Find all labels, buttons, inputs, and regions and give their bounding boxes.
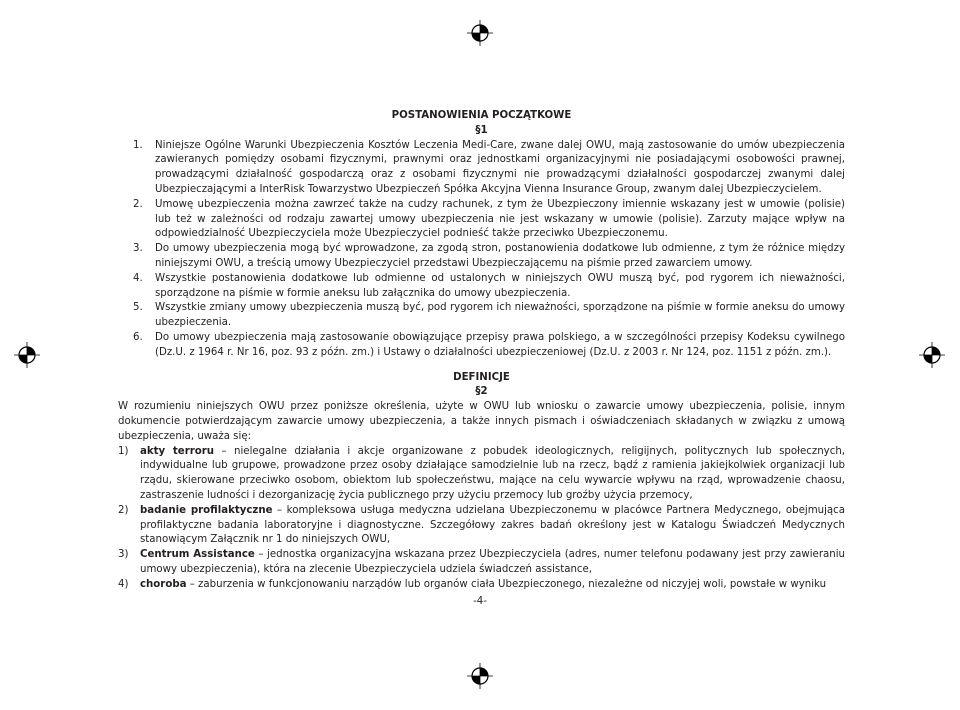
page-number: -4- (473, 596, 487, 607)
definition-term: badanie profilaktyczne (140, 504, 273, 516)
registration-mark-left-icon (14, 342, 40, 368)
definitions-list (118, 445, 845, 593)
registration-mark-bottom-icon (467, 663, 493, 689)
document-body (118, 109, 845, 593)
definition-term: Centrum Assistance (140, 549, 255, 561)
section-2-paragraph-number: §2 (475, 386, 488, 398)
list-item: 4. Wszystkie postanowienia dodatkowe lub odmienne od ustalonych w niniejszych OWU muszą być, pod rygorem ich nieważności, sporządzone na piśmie w formie aneksu lub załącznika do umowy ubezpieczenia. (133, 272, 845, 299)
registration-mark-top-icon (467, 20, 493, 46)
definition-item: 2) badanie profilaktyczne – kompleksowa usługa medyczna udzielana Ubezpieczonemu w placówce Partnera Medycznego, obejmująca profilaktyczne badania laboratoryjne i diagnostyczne. Szczegółowy zakres badań określony jest w Katalogu Świadczeń Medycznych stanowiącym Załącznik nr 1 do niniejszych OWU, (118, 504, 845, 546)
registration-mark-right-icon (919, 342, 945, 368)
list-item: 2. Umowę ubezpieczenia można zawrzeć także na cudzy rachunek, z tym że Ubezpieczony imiennie wskazany jest w umowie (polisie) lub też w zależności od rodzaju zawartej umowy ubezpieczenia nie jest wskazany w umowie (polisie). Zarzuty mające wpływ na odpowiedzialność Ubezpieczyciela może Ubezpieczyciel podnieść także przeciwko Ubezpieczonemu. (133, 198, 845, 240)
section-1-list (118, 139, 845, 361)
section-1-paragraph-number: §1 (475, 124, 488, 136)
definition-item: 3) Centrum Assistance – jednostka organizacyjna wskazana przez Ubezpieczyciela (adres, numer telefonu podawany jest przy zawieraniu umowy ubezpieczenia), która na zlecenie Ubezpieczyciela udziela świadczeń assistance, (118, 549, 845, 575)
list-item: 3. Do umowy ubezpieczenia mogą być wprowadzone, za zgodą stron, postanowienia dodatkowe lub odmienne, z tym że różnice między niniejszymi OWU, a treścią umowy Ubezpieczyciel przedstawi Ubezpieczającemu na piśmie przed zawarciem umowy. (133, 243, 845, 269)
section-2-heading: DEFINICJE (453, 371, 510, 383)
list-item: 5. Wszystkie zmiany umowy ubezpieczenia muszą być, pod rygorem ich nieważności, sporządzone na piśmie w formie aneksu do umowy ubezpieczenia. (133, 302, 845, 329)
list-item: 6. Do umowy ubezpieczenia mają zastosowanie obowiązujące przepisy prawa polskiego, a w szczególności przepisy Kodeksu cywilnego (Dz.U. z 1964 r. Nr 16, poz. 93 z późn. zm.) i Ustawy o działalności ubezpieczeniowej (Dz.U. z 2003 r. Nr 124, poz. 1151 z późn. zm.). (133, 331, 845, 358)
definition-item: 4) choroba – zaburzenia w funkcjonowaniu narządów lub organów ciała Ubezpieczonego, niezależne od niczyjej woli, powstałe w wyniku (118, 578, 827, 590)
definition-term: akty terroru (140, 445, 215, 457)
definition-term: choroba (140, 578, 187, 590)
list-item: 1. Niniejsze Ogólne Warunki Ubezpieczenia Kosztów Leczenia Medi-Care, zwane dalej OWU, mają zastosowanie do umów ubezpieczenia zawieranych pomiędzy osobami fizycznymi, prawnymi oraz jednostkami organizacyjnymi nie posiadającymi osobowości prawnej, prowadzącymi działalność gospodarczą oraz z osobami fizycznymi nie prowadzącymi działalności gospodarczej zwanymi dalej Ubezpieczającymi a InterRisk Towarzystwo Ubezpieczeń Spółka Akcyjna Vienna Insurance Group, zwanym dalej Ubezpieczycielem. (133, 139, 845, 195)
definitions-intro: W rozumieniu niniejszych OWU przez poniższe określenia, użyte w OWU lub wniosku o zawarcie umowy ubezpieczenia, polisie, innym dokumencie potwierdzającym zawarcie umowy ubezpieczenia, a także innych pismach i oświadczeniach składanych w związku z umową ubezpieczenia, uważa się: (118, 401, 845, 442)
section-1-heading: POSTANOWIENIA POCZĄTKOWE (391, 110, 572, 121)
definition-item: 1) akty terroru – nielegalne działania i akcje organizowane z pobudek ideologicznych, religijnych, politycznych lub społecznych, indywidualne lub grupowe, prowadzone przez osoby działające samodzielnie lub na rzecz, bądź z ramienia jakiejkolwiek organizacji lub rządu, skierowane przeciwko osobom, obiektom lub społeczeństwu, mające na celu wywarcie wpływu na rząd, wprowadzenie chaosu, zastraszenie ludności i dezorganizację życia publicznego przy użyciu przemocy lub groźby użycia przemocy, (118, 445, 846, 501)
